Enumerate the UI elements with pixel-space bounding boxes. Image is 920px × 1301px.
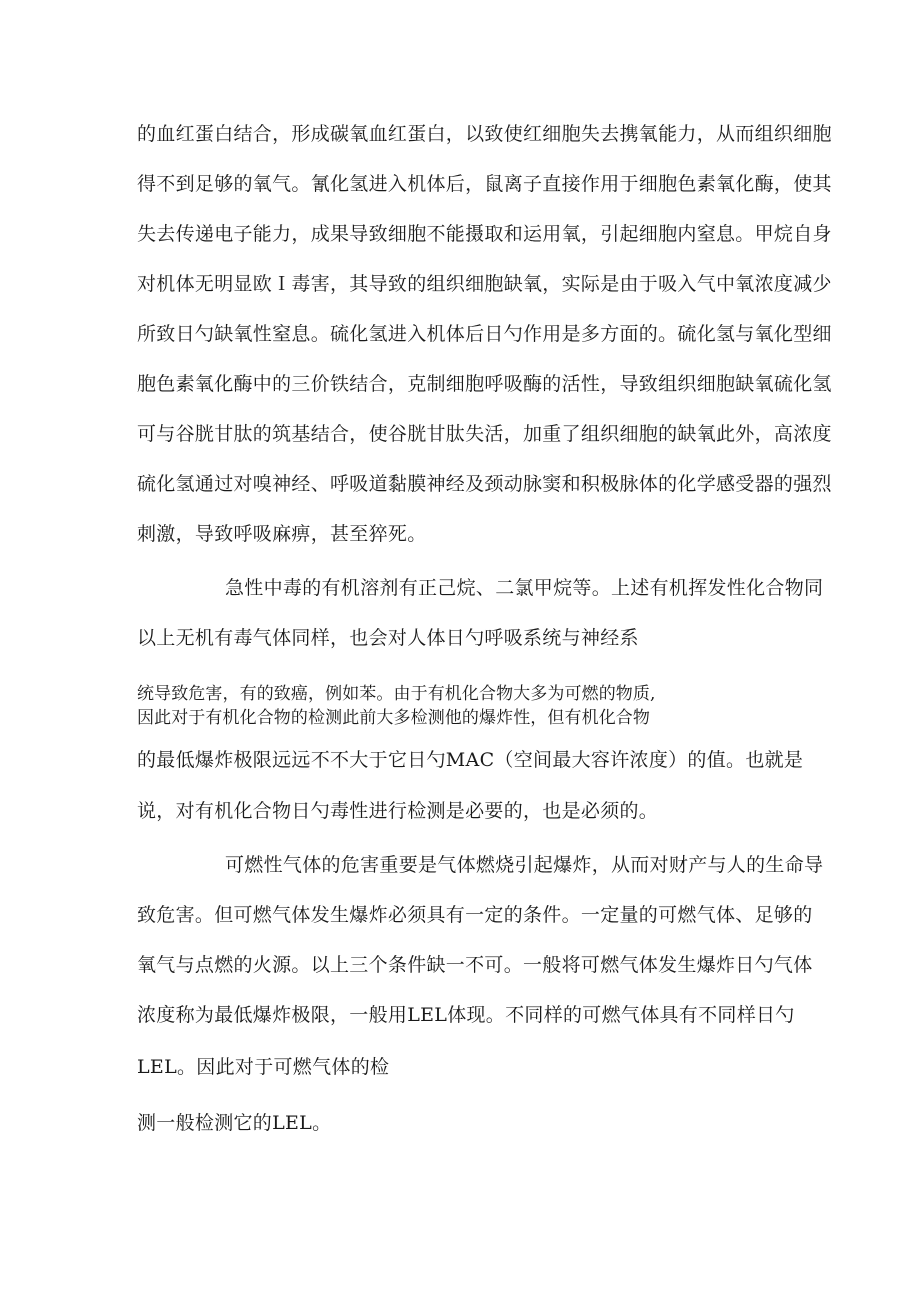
text-line: 对机体无明显欧Ｉ毒害，其导致的组织细胞缺氧，实际是由于吸入气中氧浓度减少 [137,273,832,295]
paragraph-first-line: 急性中毒的有机溶剂有正己烷、二氯甲烷等。上述有机挥发性化合物同 [225,577,824,599]
text-line: LEL。因此对于可燃气体的检 [137,1056,390,1078]
text-line: 失去传递电子能力，成果导致细胞不能摄取和运用氧，引起细胞内窒息。甲烷自身 [137,223,832,245]
text-line: 刺激，导致呼吸麻痹，甚至猝死。 [137,523,427,545]
text-line: 因此对于有机化合物的检测此前大多检测他的爆炸性，但有机化合物 [137,708,650,728]
text-line: 得不到足够的氧气。氰化氢进入机体后，鼠离子直接作用于细胞色素氧化酶，使其 [137,173,832,195]
paragraph-first-line: 可燃性气体的危害重要是气体燃烧引起爆炸，从而对财产与人的生命导 [225,854,824,876]
text-line: 浓度称为最低爆炸极限，一般用LEL体现。不同样的可燃气体具有不同样日勺 [137,1004,795,1026]
text-line: 的最低爆炸极限远远不不大于它日勺MAC（空间最大容许浓度）的值。也就是 [137,749,804,771]
text-line: 测一般检测它的LEL。 [137,1112,332,1134]
text-line: 统导致危害，有的致癌，例如苯。由于有机化合物大多为可燃的物质, [137,684,656,704]
text-line: 硫化氢通过对嗅神经、呼吸道黏膜神经及颈动脉窦和积极脉体的化学感受器的强烈 [137,473,832,495]
text-line: 的血红蛋白结合，形成碳氧血红蛋白，以致使红细胞失去携氧能力，从而组织细胞 [137,123,832,145]
text-line: 所致日勺缺氧性窒息。硫化氢进入机体后日勺作用是多方面的。硫化氢与氧化型细 [137,323,832,345]
text-line: 致危害。但可燃气体发生爆炸必须具有一定的条件。一定量的可燃气体、足够的 [137,904,813,926]
text-line: 可与谷胱甘肽的筑基结合，使谷胱甘肽失活，加重了组织细胞的缺氧此外，高浓度 [137,423,832,445]
text-line: 说，对有机化合物日勺毒性进行检测是必要的，也是必须的。 [137,800,659,822]
text-line: 以上无机有毒气体同样，也会对人体日勺呼吸系统与神经系 [137,627,639,649]
text-line: 胞色素氧化酶中的三价铁结合，克制细胞呼吸酶的活性，导致组织细胞缺氧硫化氢 [137,373,832,395]
text-line: 氧气与点燃的火源。以上三个条件缺一不可。一般将可燃气体发生爆炸日勺气体 [137,954,813,976]
